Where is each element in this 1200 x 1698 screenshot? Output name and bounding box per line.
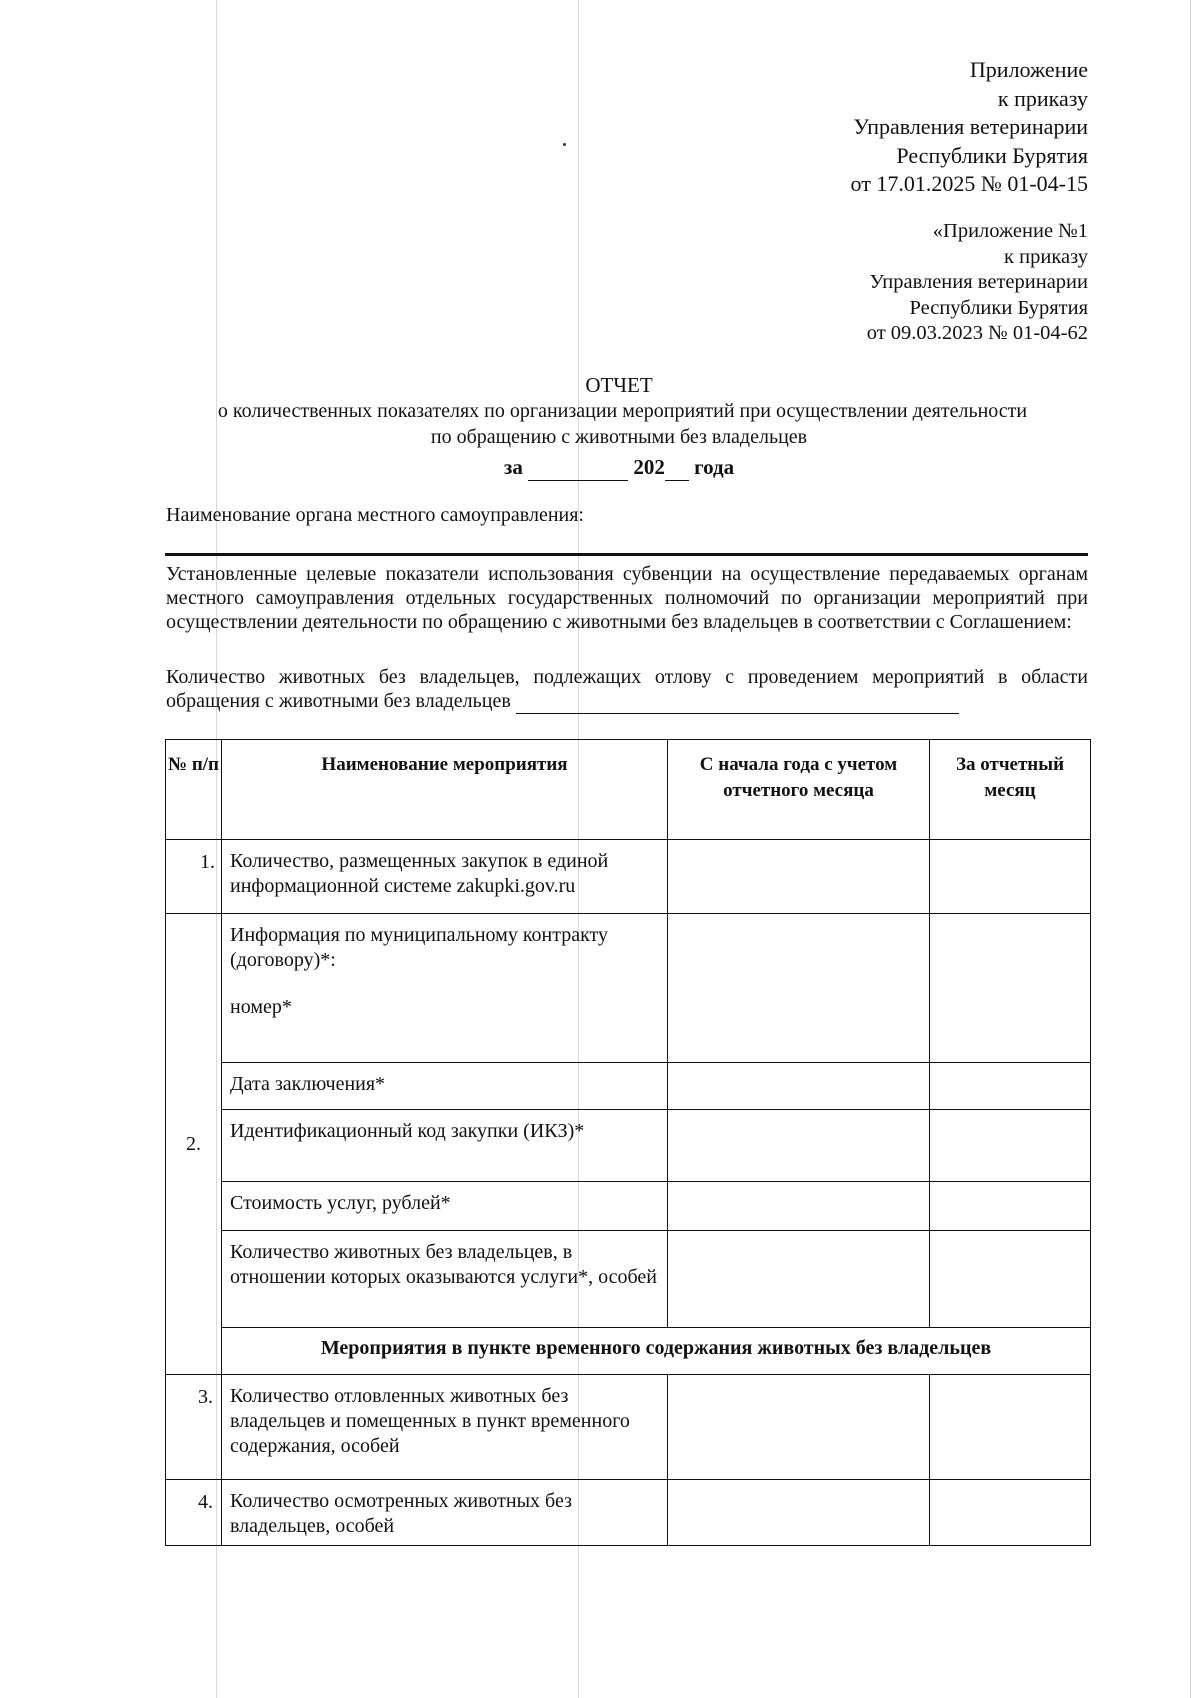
cell-month[interactable] <box>930 1182 1091 1231</box>
cell-ytd[interactable] <box>668 1110 930 1182</box>
period-prefix: за <box>503 455 523 479</box>
row-name: Идентификационный код закупки (ИКЗ)* <box>222 1110 668 1182</box>
scan-speck <box>563 143 566 146</box>
cell-ytd[interactable] <box>668 1231 930 1328</box>
row-name: Дата заключения* <box>222 1063 668 1110</box>
cell-month[interactable] <box>930 1231 1091 1328</box>
period-suffix: года <box>694 455 735 479</box>
animals-count-label: Количество животных без владельцев, подлежащих отлову с проведением мероприятий в области обращения с животными без владельцев <box>166 666 1088 712</box>
cell-month[interactable] <box>930 1063 1091 1110</box>
appendix-line: Республики Бурятия <box>896 142 1088 168</box>
appendix-previous <box>867 219 1088 347</box>
cell-month[interactable] <box>930 1375 1091 1480</box>
appendix-line: к приказу <box>1004 245 1088 268</box>
cell-month[interactable] <box>930 840 1091 914</box>
table-row <box>166 1231 1091 1328</box>
appendix-line: от 09.03.2023 № 01-04-62 <box>866 322 1088 344</box>
row-name: Стоимость услуг, рублей* <box>222 1182 668 1231</box>
authority-input-line[interactable] <box>165 553 1088 556</box>
row-name: Количество осмотренных животных без владельцев, особей <box>222 1480 668 1546</box>
header-name: Наименование мероприятия <box>222 740 668 840</box>
row-num: 2. <box>166 914 222 1375</box>
table-row <box>166 914 1091 1063</box>
cell-month[interactable] <box>930 1110 1091 1182</box>
section-title: Мероприятия в пункте временного содержания животных без владельцев <box>222 1328 1091 1375</box>
cell-ytd[interactable] <box>668 1480 930 1546</box>
table-row <box>166 1480 1091 1546</box>
appendix-line: Республики Бурятия <box>909 296 1088 319</box>
row-name: Количество отловленных животных без владельцев и помещенных в пункт временного содержания, особей <box>222 1375 668 1480</box>
period-year: 202 <box>633 455 665 479</box>
appendix-line: «Приложение №1 <box>932 220 1088 242</box>
row-num: 3. <box>166 1375 222 1480</box>
report-subtitle-line1: о количественных показателях по организации мероприятий при осуществлении деятельности <box>217 400 1028 422</box>
report-period <box>150 454 1088 481</box>
scan-line <box>1190 0 1191 1698</box>
animals-count-blank[interactable] <box>516 689 959 714</box>
cell-month[interactable] <box>930 914 1091 1063</box>
period-month-blank[interactable] <box>528 454 628 481</box>
header-num: № п/п <box>166 740 222 840</box>
row-num: 1. <box>166 840 222 914</box>
contract-number-label: номер* <box>230 996 292 1018</box>
row-name: Количество, размещенных закупок в единой информационной системе zakupki.gov.ru <box>222 840 668 914</box>
targets-paragraph: Установленные целевые показатели использования субвенции на осуществление передаваемых органам местного самоуправления отдельных государственных полномочий по организации мероприятий при осуществлении деятельности по обращению с животными без владельцев в соответствии с Соглашением: <box>166 563 1088 633</box>
header-ytd: С начала года с учетом отчетного месяца <box>668 740 930 840</box>
row-name: Количество животных без владельцев, в отношении которых оказываются услуги*, особей <box>222 1231 668 1328</box>
animals-count-paragraph <box>166 665 1088 714</box>
appendix-current <box>851 56 1088 199</box>
header-month: За отчетный месяц <box>930 740 1091 840</box>
table-row <box>166 840 1091 914</box>
authority-label: Наименование органа местного самоуправления: <box>166 504 584 526</box>
cell-ytd[interactable] <box>668 914 930 1063</box>
report-subtitle-line2: по обращению с животными без владельцев <box>430 426 808 448</box>
report-table <box>165 739 1091 1546</box>
appendix-line: Управления ветеринарии <box>869 271 1088 293</box>
table-row <box>166 1110 1091 1182</box>
cell-ytd[interactable] <box>668 840 930 914</box>
table-section-row <box>166 1328 1091 1375</box>
appendix-line: Приложение <box>969 57 1088 82</box>
row-name <box>222 914 668 1063</box>
cell-month[interactable] <box>930 1480 1091 1546</box>
table-row <box>166 1063 1091 1110</box>
table-header-row <box>166 740 1091 840</box>
cell-ytd[interactable] <box>668 1063 930 1110</box>
table-row <box>166 1375 1091 1480</box>
period-year-blank[interactable] <box>665 454 689 481</box>
appendix-line: от 17.01.2025 № 01-04-15 <box>850 171 1088 196</box>
table-row <box>166 1182 1091 1231</box>
appendix-line: Управления ветеринарии <box>853 114 1088 139</box>
cell-ytd[interactable] <box>668 1182 930 1231</box>
row-num: 4. <box>166 1480 222 1546</box>
cell-ytd[interactable] <box>668 1375 930 1480</box>
report-title: ОТЧЕТ <box>585 373 653 397</box>
contract-info-label: Информация по муниципальному контракту (договору)*: <box>230 924 609 971</box>
appendix-line: к приказу <box>997 85 1088 111</box>
